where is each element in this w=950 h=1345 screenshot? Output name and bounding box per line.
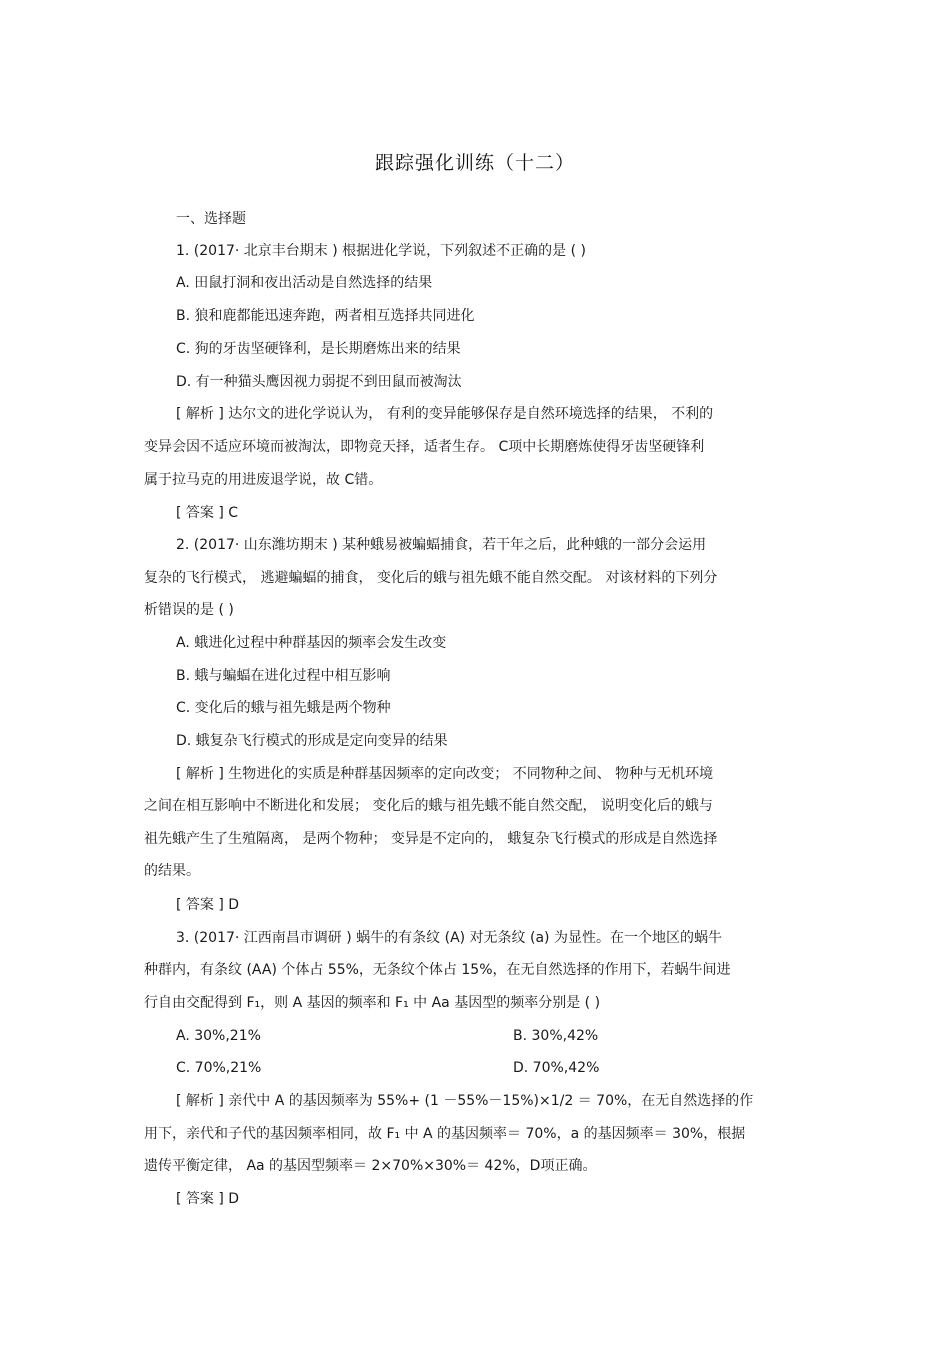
q1-option-a: A. 田鼠打洞和夜出活动是自然选择的结果 <box>176 275 433 291</box>
q2-stem-line-2: 复杂的飞行模式， 逃避蝙蝠的捕食， 变化后的蛾与祖先蛾不能自然交配。 对该材料的下列分 <box>144 570 718 586</box>
q1-stem: 1. (2017· 北京丰台期末 ) 根据进化学说，下列叙述不正确的是 ( ) <box>176 243 586 259</box>
q2-analysis-line-3: 祖先蛾产生了生殖隔离， 是两个物种； 变异是不定向的， 蛾复杂飞行模式的形成是自然选择 <box>144 831 718 847</box>
q1-answer: [ 答案 ] C <box>176 505 239 521</box>
q1-option-d: D. 有一种猫头鹰因视力弱捉不到田鼠而被淘汰 <box>176 374 462 390</box>
q2-analysis-line-1: [ 解析 ] 生物进化的实质是种群基因频率的定向改变； 不同物种之间、 物种与无机环境 <box>176 766 714 782</box>
q2-option-a: A. 蛾进化过程中种群基因的频率会发生改变 <box>176 635 447 651</box>
q2-analysis-line-4: 的结果。 <box>144 863 200 879</box>
q3-stem-line-1: 3. (2017· 江西南昌市调研 ) 蜗牛的有条纹 (A) 对无条纹 (a) 为显性。在一个地区的蜗牛 <box>176 930 722 946</box>
q1-analysis-line-2: 变异会因不适应环境而被淘汰，即物竞天择，适者生存。 C项中长期磨炼使得牙齿坚硬锋利 <box>144 439 705 455</box>
q3-stem-line-2: 种群内，有条纹 (AA) 个体占 55%，无条纹个体占 15%，在无自然选择的作用下，若蜗牛间进 <box>144 962 731 978</box>
q3-option-c: C. 70%,21% <box>176 1060 262 1076</box>
q1-option-b: B. 狼和鹿都能迅速奔跑，两者相互选择共同进化 <box>176 308 475 324</box>
q1-analysis-line-1: [ 解析 ] 达尔文的进化学说认为， 有利的变异能够保存是自然环境选择的结果， 不利的 <box>176 406 714 422</box>
q3-answer: [ 答案 ] D <box>176 1191 240 1207</box>
q1-analysis-line-3: 属于拉马克的用进废退学说，故 C错。 <box>144 472 383 488</box>
q2-option-d: D. 蛾复杂飞行模式的形成是定向变异的结果 <box>176 733 448 749</box>
q2-stem-line-1: 2. (2017· 山东潍坊期末 ) 某种蛾易被蝙蝠捕食，若干年之后，此种蛾的一部分会运用 <box>176 537 707 553</box>
q1-option-c: C. 狗的牙齿坚硬锋利，是长期磨炼出来的结果 <box>176 341 461 357</box>
q3-analysis-line-2: 用下，亲代和子代的基因频率相同，故 F₁ 中 A 的基因频率＝ 70%，a 的基因频率＝ 30%，根据 <box>144 1126 746 1142</box>
q3-option-d: D. 70%,42% <box>513 1060 600 1076</box>
q3-analysis-line-1: [ 解析 ] 亲代中 A 的基因频率为 55%+ (1 －55%－15%)×1/2 ＝ 70%，在无自然选择的作 <box>176 1093 754 1109</box>
q3-option-a: A. 30%,21% <box>176 1028 261 1044</box>
q2-option-b: B. 蛾与蝙蝠在进化过程中相互影响 <box>176 668 391 684</box>
q3-stem-line-3: 行自由交配得到 F₁，则 A 基因的频率和 F₁ 中 Aa 基因型的频率分别是 ( ) <box>144 995 601 1011</box>
section-heading: 一、选择题 <box>176 211 246 227</box>
q2-option-c: C. 变化后的蛾与祖先蛾是两个物种 <box>176 700 391 716</box>
q2-answer: [ 答案 ] D <box>176 897 240 913</box>
q2-analysis-line-2: 之间在相互影响中不断进化和发展； 变化后的蛾与祖先蛾不能自然交配， 说明变化后的蛾与 <box>144 798 713 814</box>
q3-option-b: B. 30%,42% <box>513 1028 599 1044</box>
q2-stem-line-3: 析错误的是 ( ) <box>144 602 234 618</box>
page-title: 跟踪强化训练（十二） <box>374 152 575 174</box>
q3-analysis-line-3: 遗传平衡定律， Aa 的基因型频率＝ 2×70%×30%＝ 42%，D项正确。 <box>144 1158 597 1174</box>
